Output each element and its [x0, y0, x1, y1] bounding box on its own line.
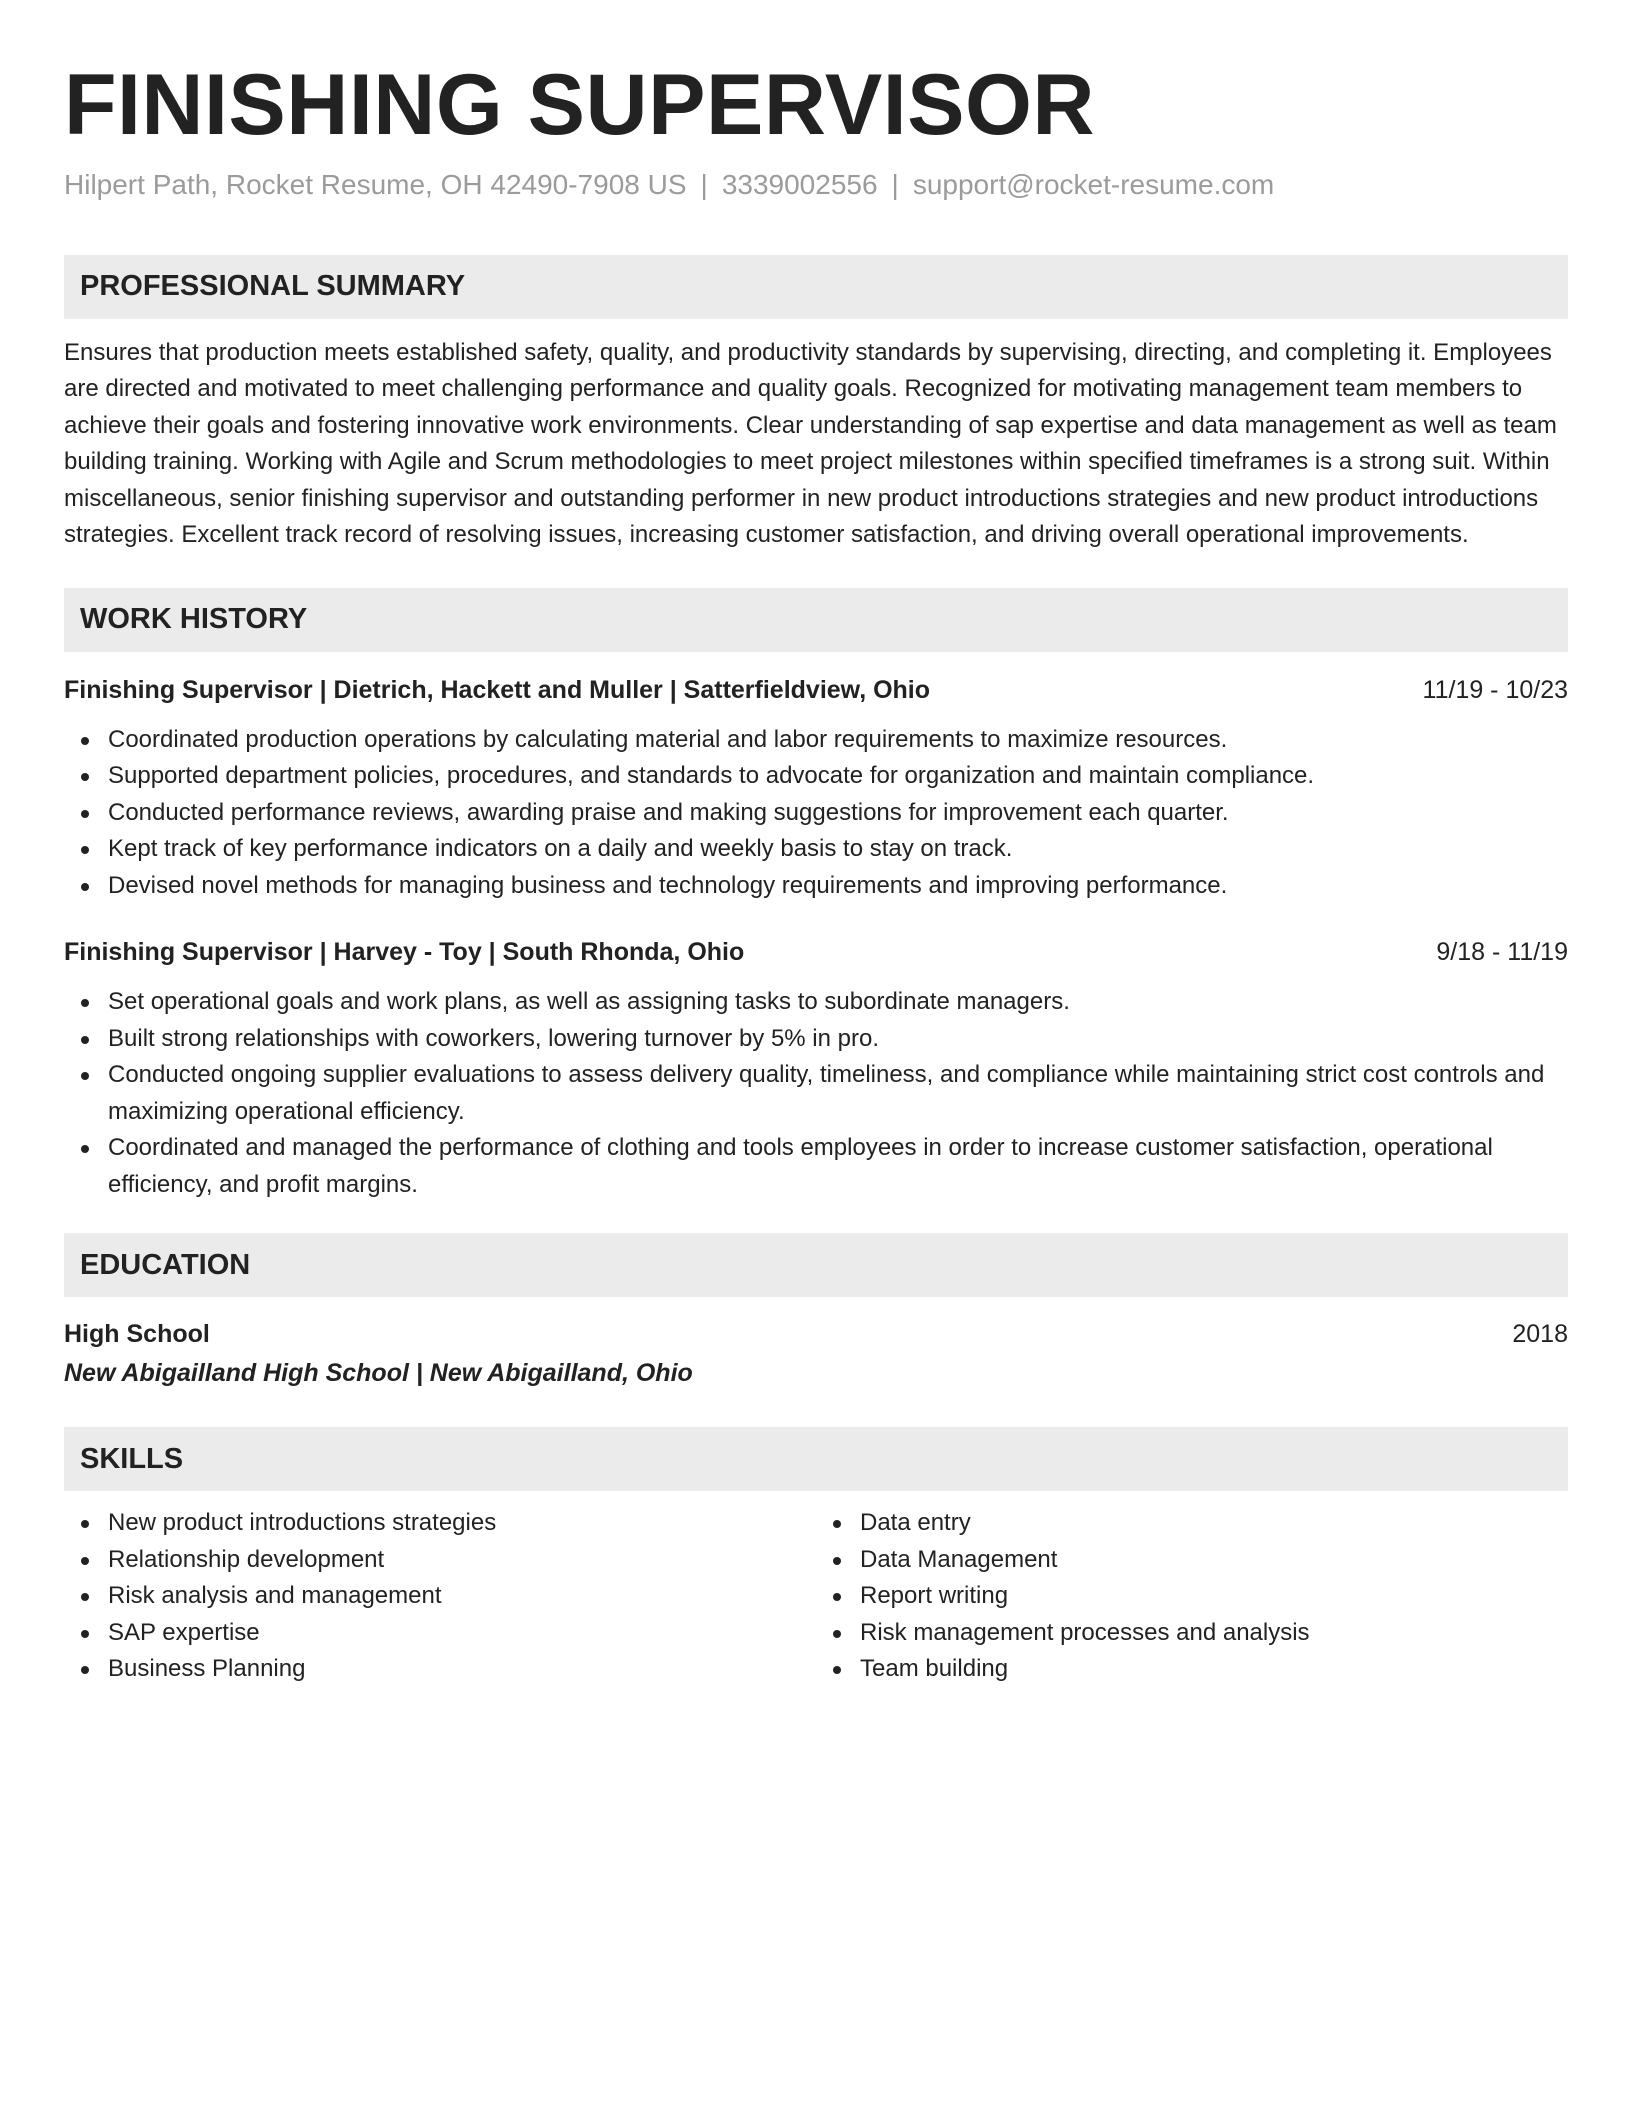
job-bullet: Devised novel methods for managing business and technology requirements and improving performance.: [108, 868, 1568, 905]
job-bullet: Supported department policies, procedures, and standards to advocate for organization and maintain compliance.: [108, 758, 1568, 795]
summary-text: Ensures that production meets established safety, quality, and productivity standards by supervising, directing, and completing it. Employees are directed and motivated to meet challenging performance and quality goals. Recognized for motivating management team members to achieve their goals and fostering innovative work environments. Clear understanding of sap expertise and data management as well as team building training. Working with Agile and Scrum methodologies to meet project milestones within specified timeframes is a strong suit. Within miscellaneous, senior finishing supervisor and outstanding performer in new product introductions strategies and new product introductions strategies. Excellent track record of resolving issues, increasing customer satisfaction, and driving overall operational improvements.: [64, 338, 1557, 549]
contact-separator: |: [700, 168, 708, 200]
skill-item: Business Planning: [108, 1651, 816, 1688]
skill-item: Risk analysis and management: [108, 1578, 816, 1615]
education-header: [64, 1315, 1568, 1353]
contact-email: support@rocket-resume.com: [912, 168, 1275, 200]
education-school: New Abigailland High School | New Abigailland, Ohio: [64, 1359, 693, 1388]
job-title: Finishing Supervisor | Harvey - Toy | South Rhonda, Ohio: [64, 938, 745, 967]
section-heading-work-history: WORK HISTORY: [64, 588, 1568, 652]
section-heading-skills: SKILLS: [64, 1427, 1568, 1491]
education-year: 2018: [1512, 1320, 1568, 1349]
contact-separator: |: [891, 168, 899, 200]
job-bullet: Built strong relationships with coworkers, lowering turnover by 5% in pro.: [108, 1021, 1568, 1058]
job-entry: [64, 934, 1568, 1203]
job-bullet: Conducted ongoing supplier evaluations to assess delivery quality, timeliness, and compliance while maintaining strict cost controls and maximizing operational efficiency.: [108, 1057, 1568, 1130]
contact-line: [64, 167, 1568, 203]
job-bullet: Conducted performance reviews, awarding praise and making suggestions for improvement each quarter.: [108, 795, 1568, 832]
skill-item: Data entry: [860, 1505, 1568, 1542]
education-section: [64, 1233, 1568, 1393]
education-degree: High School: [64, 1320, 210, 1349]
job-bullet: Coordinated production operations by calculating material and labor requirements to maximize resources.: [108, 722, 1568, 759]
job-bullet: Set operational goals and work plans, as well as assigning tasks to subordinate managers.: [108, 984, 1568, 1021]
job-bullets: [64, 984, 1568, 1203]
section-heading-summary: PROFESSIONAL SUMMARY: [64, 255, 1568, 319]
skill-item: Risk management processes and analysis: [860, 1615, 1568, 1652]
skill-item: Report writing: [860, 1578, 1568, 1615]
job-header: [64, 672, 1568, 708]
skills-columns: [64, 1505, 1568, 1688]
contact-phone: 3339002556: [721, 168, 878, 200]
job-dates: 9/18 - 11/19: [1436, 938, 1568, 967]
skill-item: New product introductions strategies: [108, 1505, 816, 1542]
skills-column-right: [816, 1505, 1568, 1688]
job-bullets: [64, 722, 1568, 905]
skills-section: [64, 1427, 1568, 1688]
skill-item: Data Management: [860, 1542, 1568, 1579]
contact-address: Hilpert Path, Rocket Resume, OH 42490-7908 US: [64, 168, 687, 200]
work-history-section: [64, 588, 1568, 1204]
job-dates: 11/19 - 10/23: [1422, 675, 1568, 704]
job-header: [64, 934, 1568, 970]
skill-item: Team building: [860, 1651, 1568, 1688]
skill-item: Relationship development: [108, 1542, 816, 1579]
job-bullet: Kept track of key performance indicators on a daily and weekly basis to stay on track.: [108, 831, 1568, 868]
candidate-name: FINISHING SUPERVISOR: [64, 57, 1096, 153]
section-heading-education: EDUCATION: [64, 1233, 1568, 1297]
education-entry: [64, 1315, 1568, 1393]
job-title: Finishing Supervisor | Dietrich, Hackett and Muller | Satterfieldview, Ohio: [64, 675, 931, 704]
skill-item: SAP expertise: [108, 1615, 816, 1652]
job-entry: [64, 672, 1568, 905]
job-bullet: Coordinated and managed the performance of clothing and tools employees in order to increase customer satisfaction, operational efficiency, and profit margins.: [108, 1130, 1568, 1203]
skills-column-left: [64, 1505, 816, 1688]
professional-summary-section: [64, 255, 1568, 554]
